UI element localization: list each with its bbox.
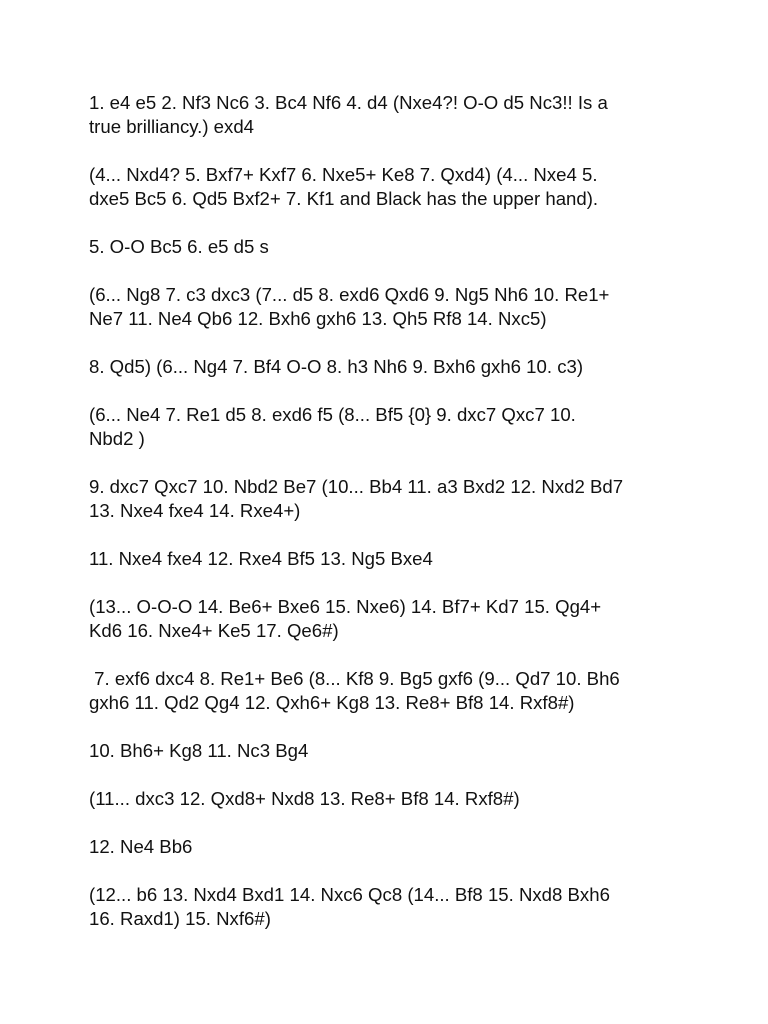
paragraph-11: 10. Bh6+ Kg8 11. Nc3 Bg4: [89, 740, 309, 761]
chess-notation-text: [89, 91, 689, 955]
paragraph-3: 5. O-O Bc5 6. e5 d5 s: [89, 236, 269, 257]
paragraph-12: (11... dxc3 12. Qxd8+ Nxd8 13. Re8+ Bf8 14. Rxf8#): [89, 788, 520, 809]
paragraph-14: (12... b6 13. Nxd4 Bxd1 14. Nxc6 Qc8 (14... Bf8 15. Nxd8 Bxh6 16. Raxd1) 15. Nxf6#): [89, 884, 610, 929]
paragraph-8: 11. Nxe4 fxe4 12. Rxe4 Bf5 13. Ng5 Bxe4: [89, 548, 433, 569]
paragraph-5: 8. Qd5) (6... Ng4 7. Bf4 O-O 8. h3 Nh6 9. Bxh6 gxh6 10. c3): [89, 356, 584, 377]
paragraph-4: (6... Ng8 7. c3 dxc3 (7... d5 8. exd6 Qxd6 9. Ng5 Nh6 10. Re1+ Ne7 11. Ne4 Qb6 12. Bxh6 gxh6 13. Qh5 Rf8 14. Nxc5): [89, 284, 610, 329]
paragraph-6: (6... Ne4 7. Re1 d5 8. exd6 f5 (8... Bf5 {0} 9. dxc7 Qxc7 10. Nbd2 ): [89, 404, 576, 449]
paragraph-1: 1. e4 e5 2. Nf3 Nc6 3. Bc4 Nf6 4. d4 (Nxe4?! O-O d5 Nc3!! Is a true brilliancy.) exd4: [89, 92, 608, 137]
paragraph-7: 9. dxc7 Qxc7 10. Nbd2 Be7 (10... Bb4 11. a3 Bxd2 12. Nxd2 Bd7 13. Nxe4 fxe4 14. Rxe4+): [89, 476, 624, 521]
paragraph-9: (13... O-O-O 14. Be6+ Bxe6 15. Nxe6) 14. Bf7+ Kd7 15. Qg4+ Kd6 16. Nxe4+ Ke5 17. Qe6#): [89, 596, 602, 641]
paragraph-10: 7. exf6 dxc4 8. Re1+ Be6 (8... Kf8 9. Bg5 gxf6 (9... Qd7 10. Bh6 gxh6 11. Qd2 Qg4 12. Qxh6+ Kg8 13. Re8+ Bf8 14. Rxf8#): [89, 668, 620, 713]
paragraph-2: (4... Nxd4? 5. Bxf7+ Kxf7 6. Nxe5+ Ke8 7. Qxd4) (4... Nxe4 5. dxe5 Bc5 6. Qd5 Bxf2+ 7. Kf1 and Black has the upper hand).: [89, 164, 599, 209]
paragraph-13: 12. Ne4 Bb6: [89, 836, 193, 857]
